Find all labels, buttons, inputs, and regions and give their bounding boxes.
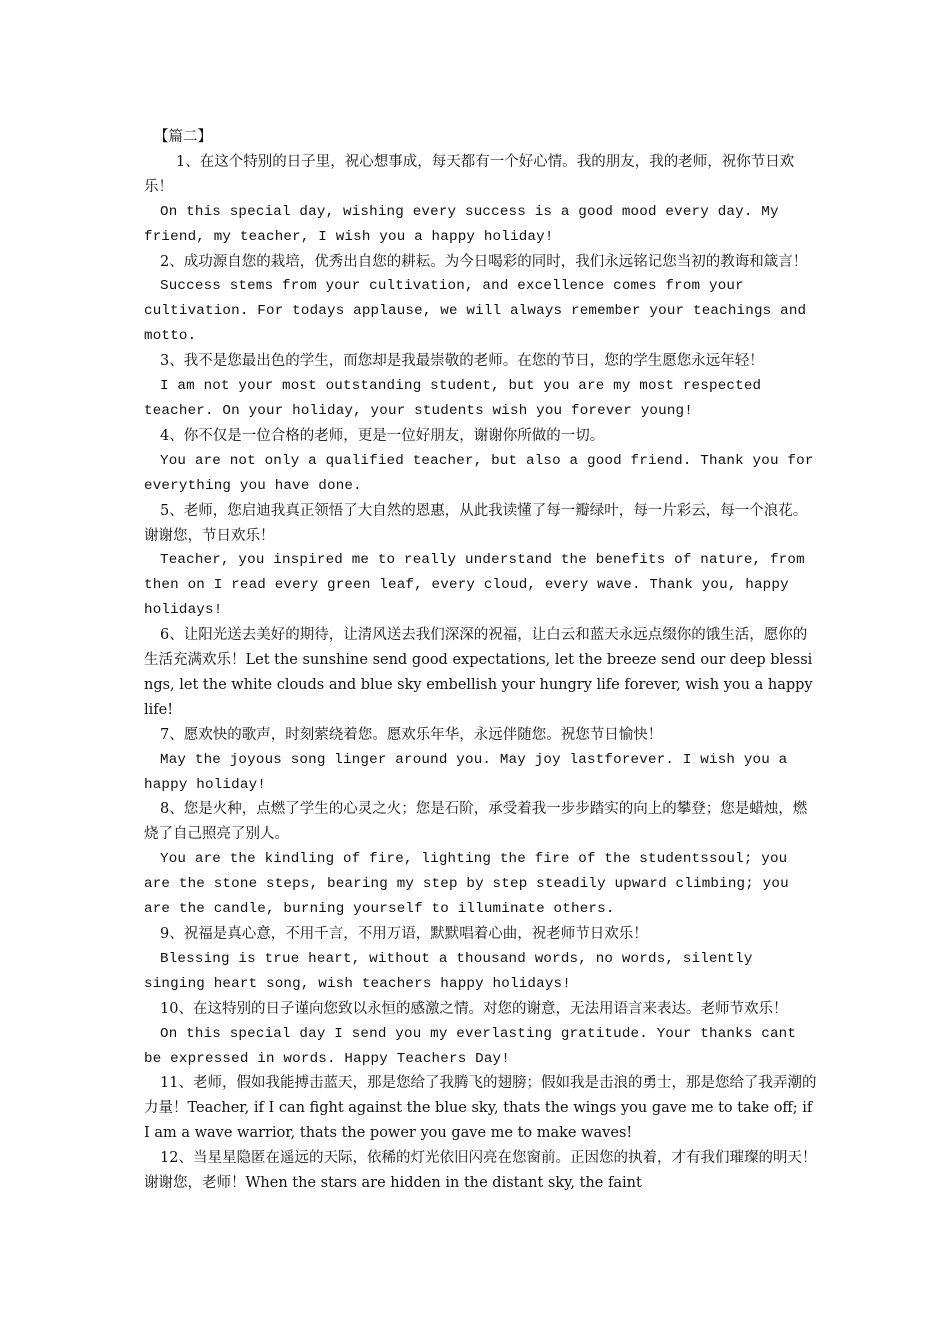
paragraph-5-zh: 5、老师，您启迪我真正领悟了大自然的恩惠，从此我读懂了每一瓣绿叶，每一片彩云，每一个浪花。谢谢您，节日欢乐！ — [144, 502, 808, 544]
paragraph-4-zh: 4、你不仅是一位合格的老师，更是一位好朋友，谢谢你所做的一切。 — [160, 427, 605, 444]
paragraph-9-en: Blessing is true heart, without a thousand words, no words, silently singing heart song, wish teachers happy holidays! — [144, 950, 753, 992]
paragraph-2-en: Success stems from your cultivation, and excellence comes from your cultivation. For todays applause, we will always remember your teachings and motto. — [144, 278, 807, 345]
paragraph-3-en: I am not your most outstanding student, but you are my most respected teacher. On your holiday, your students wish you forever young! — [144, 378, 762, 419]
paragraph-9-zh: 9、祝福是真心意，不用千言，不用万语，默默唱着心曲，祝老师节日欢乐！ — [160, 926, 648, 942]
paragraph-7-zh: 7、愿欢快的歌声，时刻萦绕着您。愿欢乐年华，永远伴随您。祝您节日愉快！ — [160, 726, 663, 743]
paragraph-8-en: You are the kindling of fire, lighting the fire of the studentssoul; you are the stone steps, bearing my step by step steadily upward climbing; you are the candle, burning yourself to illuminate others. — [144, 851, 789, 918]
paragraph-3-zh: 3、我不是您最出色的学生，而您却是我最崇敬的老师。在您的节日，您的学生愿您永远年轻！ — [160, 353, 764, 370]
paragraph-7-en: May the joyous song linger around you. May joy lastforever. I wish you a happy holiday! — [144, 751, 788, 793]
paragraph-5-en: Teacher, you inspired me to really understand the benefits of nature, from then on I read every green leaf, every cloud, every wave. Thank you, happy holidays! — [144, 552, 805, 619]
paragraph-2-zh: 2、成功源自您的栽培，优秀出自您的耕耘。为今日喝彩的同时，我们永远铭记您当初的教诲和箴言！ — [160, 253, 808, 270]
paragraph-6-mixed: 6、让阳光送去美好的期待，让清风送去我们深深的祝福，让白云和蓝天永远点缀你的饿生活，愿你的生活充满欢乐！Let the sunshine send good expectations, let the breeze send our deep blessings, let the white clouds and blue sky embellish your hungry life forever, wish you a happy life! — [144, 627, 813, 718]
paragraph-1-en: On this special day, wishing every success is a good mood every day. My friend, my teacher, I wish you a happy holiday! — [144, 203, 779, 245]
paragraph-11-mixed: 11、老师，假如我能搏击蓝天，那是您给了我腾飞的翅膀；假如我是击浪的勇士，那是您给了我弄潮的力量！Teacher, if I can fight against the blue sky, thats the wings you gave me to take off; if I am a wave warrior, thats the power you gave me to make waves! — [144, 1075, 817, 1142]
paragraph-1-zh: 1、在这个特别的日子里，祝心想事成，每天都有一个好心情。我的朋友，我的老师，祝你节日欢乐！ — [144, 153, 795, 195]
paragraph-12-mixed: 12、当星星隐匿在遥远的天际，依稀的灯光依旧闪亮在您窗前。正因您的执着，才有我们璀璨的明天！谢谢您，老师！When the stars are hidden in the distant sky, the faint — [144, 1150, 817, 1192]
paragraph-10-zh: 10、在这特别的日子谨向您致以永恒的感激之情。对您的谢意，无法用语言来表达。老师节欢乐！ — [160, 1000, 788, 1017]
section-title: 【篇二】 — [154, 129, 212, 145]
paragraph-10-en: On this special day I send you my everlasting gratitude. Your thanks cant be expressed in words. Happy Teachers Day! — [144, 1025, 797, 1067]
paragraph-4-en: You are not only a qualified teacher, but also a good friend. Thank you for everything you have done. — [144, 452, 814, 494]
document-page — [144, 125, 820, 1196]
paragraph-8-zh: 8、您是火种，点燃了学生的心灵之火；您是石阶，承受着我一步步踏实的向上的攀登；您是蜡烛，燃烧了自己照亮了别人。 — [144, 801, 808, 843]
